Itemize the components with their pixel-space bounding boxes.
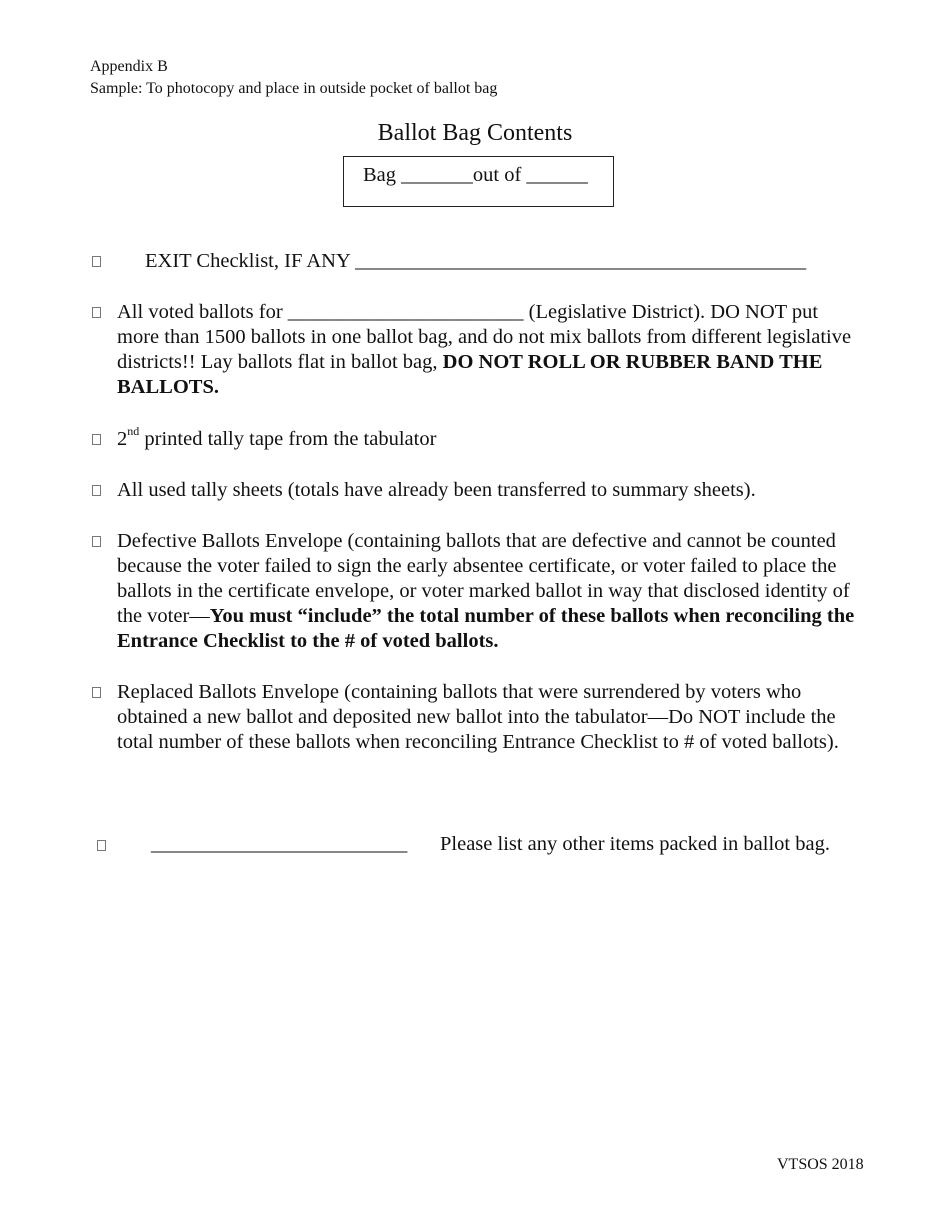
exit-checklist-checkbox[interactable] [92, 256, 101, 267]
tally-sheets-checkbox[interactable] [92, 485, 101, 496]
appendix-label: Appendix B [90, 58, 168, 75]
voted-ballots-main: All voted ballots for _______________________ (Legislative District). DO NOT put more than 1500 ballots in one ballot bag, and do not mix ballots from different legislative districts!! Lay ballots flat in ballot bag, [117, 301, 852, 373]
defective-ballots-warning: You must “include” the total number of these ballots when reconciling the Entrance Checklist to the # of voted ballots. [117, 605, 855, 652]
bag-count-text: Bag _______out of ______ [363, 164, 588, 186]
footer-label: VTSOS 2018 [777, 1156, 864, 1173]
voted-ballots-warning: DO NOT ROLL OR RUBBER BAND THE BALLOTS. [117, 351, 823, 398]
bag-count-box [343, 156, 614, 207]
other-items-text: Please list any other items packed in ballot bag. [440, 833, 830, 855]
voted-ballots-checkbox[interactable] [92, 307, 101, 318]
exit-checklist-text: EXIT Checklist, IF ANY ____________________________________________ [145, 250, 807, 272]
tally-tape-ordinal: 2 [117, 428, 128, 450]
tally-sheets-text: All used tally sheets (totals have already been transferred to summary sheets). [117, 479, 756, 501]
other-items-blank: _________________________ [151, 833, 408, 855]
defective-ballots-checkbox[interactable] [92, 536, 101, 547]
replaced-ballots-text: Replaced Ballots Envelope (containing ballots that were surrendered by voters who obtained a new ballot and deposited new ballot into the tabulator—Do NOT include the total number of these ballots when reconciling Entrance Checklist to # of voted ballots). [117, 681, 839, 753]
page-title: Ballot Bag Contents [377, 120, 573, 146]
tally-tape-ordinal-suffix: nd [127, 424, 140, 439]
sample-note: Sample: To photocopy and place in outside pocket of ballot bag [90, 80, 498, 97]
other-items-checkbox[interactable] [97, 840, 106, 851]
replaced-ballots-checkbox[interactable] [92, 687, 101, 698]
voted-ballots-text [117, 300, 857, 400]
tally-tape-label: printed tally tape from the tabulator [139, 428, 437, 450]
defective-ballots-text [117, 529, 857, 654]
tally-tape-checkbox[interactable] [92, 434, 101, 445]
tally-tape-text [117, 424, 857, 452]
defective-ballots-main: Defective Ballots Envelope (containing ballots that are defective and cannot be counted because the voter failed to sign the early absentee certificate, or voter failed to place the ballots in the certificate envelope, or voter marked ballot in way that disclosed identity of the voter— [117, 530, 850, 627]
